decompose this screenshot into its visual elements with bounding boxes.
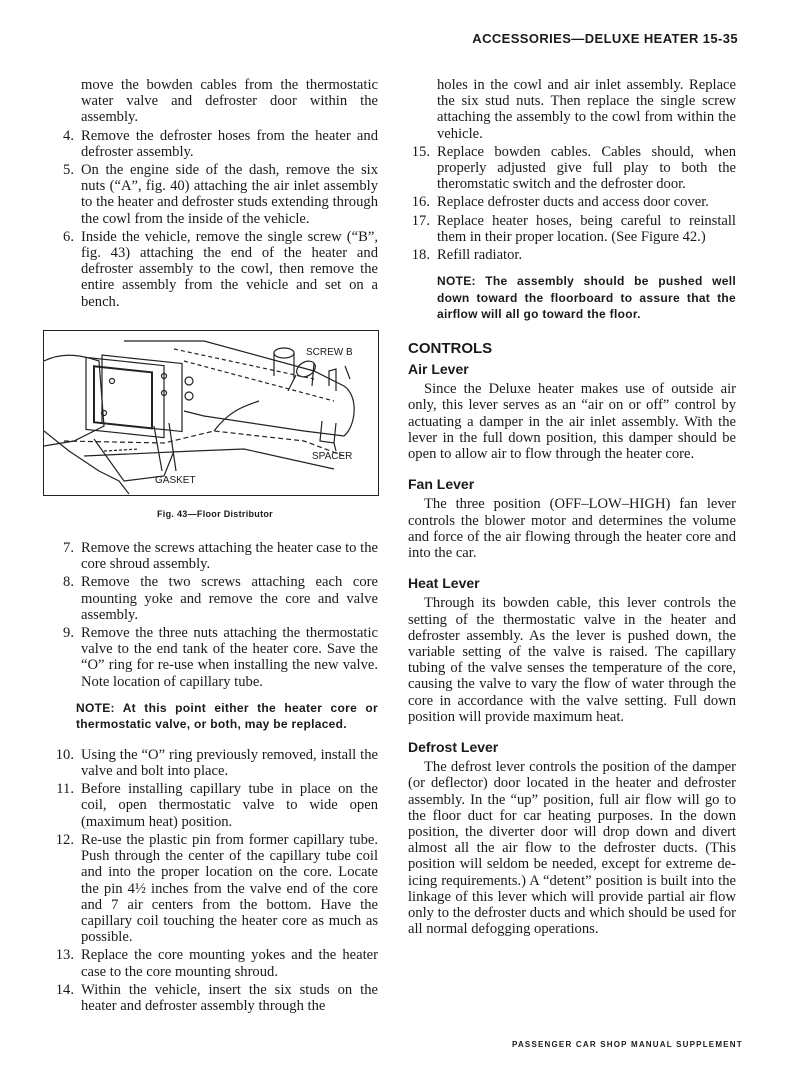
step-text: Refill radiator. [437, 247, 523, 264]
step-text: Remove the screws attaching the heater case to the core shroud assembly. [81, 540, 378, 573]
step-item [408, 213, 736, 245]
step-number: 15. [411, 143, 430, 160]
subsection-heat-lever [408, 575, 736, 725]
step-number: 10. [55, 746, 74, 763]
step-text: Using the “O” ring previously removed, install the valve and bolt into place. [81, 746, 378, 780]
step-item [52, 947, 378, 979]
step-item [408, 247, 736, 263]
running-foot: PASSENGER CAR SHOP MANUAL SUPPLEMENT [512, 1040, 743, 1049]
subsection-body: Since the Deluxe heater makes use of outside air only, this lever serves as an “air on or off” control by actuating a damper in the air inlet assembly. With the lever in the full down position, this damper should be open to allow air to flow through the heater core. [408, 381, 736, 462]
step-item [52, 128, 378, 160]
step-text: Replace defroster ducts and access door cover. [437, 194, 709, 211]
section-heading-controls: CONTROLS [408, 339, 493, 357]
step-number: 14. [55, 981, 74, 998]
step-item [52, 982, 378, 1014]
right-column [408, 77, 736, 951]
step-text: Inside the vehicle, remove the single screw (“B”, fig. 43) attaching the end of the heater and defroster assembly to the cowl, then remove the entire assembly from the vehicle and set on a bench. [81, 228, 378, 310]
step-number: 6. [63, 228, 74, 245]
step-text: Replace the core mounting yokes and the heater case to the core mounting shroud. [81, 947, 378, 980]
subsection-heading: Air Lever [408, 360, 469, 377]
step-item [408, 144, 736, 193]
step-text: Remove the defroster hoses from the heater and defroster assembly. [81, 127, 378, 160]
label-gasket: GASKET [155, 474, 196, 486]
step-number: 4. [63, 127, 74, 144]
left-column [52, 77, 378, 1014]
subsection-defrost-lever [408, 739, 736, 937]
step-item [408, 194, 736, 210]
step-number: 9. [63, 625, 74, 642]
step-text: Remove the three nuts attaching the thermostatic valve to the end tank of the heater core. Save the “O” ring for re-use when installing the new valve. Note location of capillary tube. [81, 625, 378, 690]
step-item [52, 162, 378, 227]
step-list-c [52, 747, 378, 1014]
step-number: 7. [63, 540, 74, 557]
step-number: 18. [411, 247, 430, 264]
note-block: NOTE: At this point either the heater core or thermostatic valve, or both, may be replaced. [76, 700, 378, 732]
step-number: 8. [63, 574, 74, 591]
step-item [52, 625, 378, 690]
continuation-text: move the bowden cables from the thermostatic water valve and defroster door within the assembly. [81, 77, 378, 126]
running-head: ACCESSORIES—DELUXE HEATER 15-35 [472, 31, 738, 46]
subsection-heading: Heat Lever [408, 575, 480, 592]
step-number: 17. [411, 212, 430, 229]
subsection-body: The three position (OFF–LOW–HIGH) fan lever controls the blower motor and determines the volume and force of the air flowing through the heater core and into the car. [408, 496, 736, 561]
label-screw-b: SCREW B [306, 346, 353, 358]
label-spacer: SPACER [312, 450, 353, 462]
step-list-b [52, 540, 378, 690]
note-block: NOTE: The assembly should be pushed well down toward the floorboard to assure that the airflow will all go toward the floor. [437, 274, 736, 322]
step-item [52, 781, 378, 830]
step-text: On the engine side of the dash, remove the six nuts (“A”, fig. 40) attaching the air inlet assembly to the heater and defroster studs extending through the cowl from the inside of the vehicle. [81, 162, 378, 227]
step-number: 16. [411, 194, 430, 211]
step-text: Replace heater hoses, being careful to reinstall them in their proper location. (See Figure 42.) [437, 212, 736, 245]
step-list-a [52, 128, 378, 310]
step-number: 5. [63, 162, 74, 179]
subsection-heading: Defrost Lever [408, 739, 499, 755]
subsection-fan-lever [408, 476, 736, 561]
step-item [52, 747, 378, 779]
step-text: Within the vehicle, insert the six studs on the heater and defroster assembly through the [81, 981, 378, 1014]
subsection-air-lever [408, 361, 736, 462]
step-number: 13. [55, 947, 74, 964]
step-item [52, 832, 378, 945]
figure-43-floor-distributor [43, 330, 379, 496]
step-text: Replace bowden cables. Cables should, when properly adjusted give full play to both the theromstatic switch and the defroster door. [437, 143, 736, 193]
subsection-heading: Fan Lever [408, 476, 475, 493]
step-text: Re-use the plastic pin from former capillary tube. Push through the center of the capillary tube coil and into the proper location on the core. Locate the pin 4½ inches from the valve end of the core and 7 air centers from the bottom. Have the capillary coil touching the heater core as much as possible. [81, 831, 378, 946]
step-item [52, 574, 378, 623]
step-item [52, 540, 378, 572]
step-text: Remove the two screws attaching each core mounting yoke and remove the core and valve assembly. [81, 574, 378, 623]
figure-caption: Fig. 43—Floor Distributor [156, 508, 273, 519]
subsection-body: The defrost lever controls the position of the damper (or deflector) door located in the heater and defroster assembly. In the “up” position, full air flow will go to the floor duct for car heating purposes. In the down position, the diverter door will drop down and divert almost all the air flow to the defroster ducts. (This position will seldom be needed, except for extreme de-icing requirements.) A “detent” position is built into the linkage of this lever which will provide partial air flow only to the defroster ducts and which should be used for all normal defogging operations. [408, 759, 736, 938]
subsection-body: Through its bowden cable, this lever controls the setting of the thermostatic valve in the heater and defroster assembly. As the lever is pushed down, the variable setting of the valve is raised. The capillary tubing of the valve senses the temperature of the core, causing the valve to vary the flow of water through the core in accordance with the valve setting. Full down position will provide maximum heat. [408, 595, 736, 725]
step-text: Before installing capillary tube in place on the coil, open thermostatic valve to wide open (maximum heat) position. [81, 781, 378, 830]
step-number: 12. [55, 831, 74, 848]
continuation-text: holes in the cowl and air inlet assembly. Replace the six stud nuts. Then replace the single screw attaching the assembly to the cowl from within the vehicle. [437, 77, 736, 142]
step-number: 11. [56, 781, 74, 798]
step-item [52, 229, 378, 310]
step-list-d [408, 144, 736, 263]
